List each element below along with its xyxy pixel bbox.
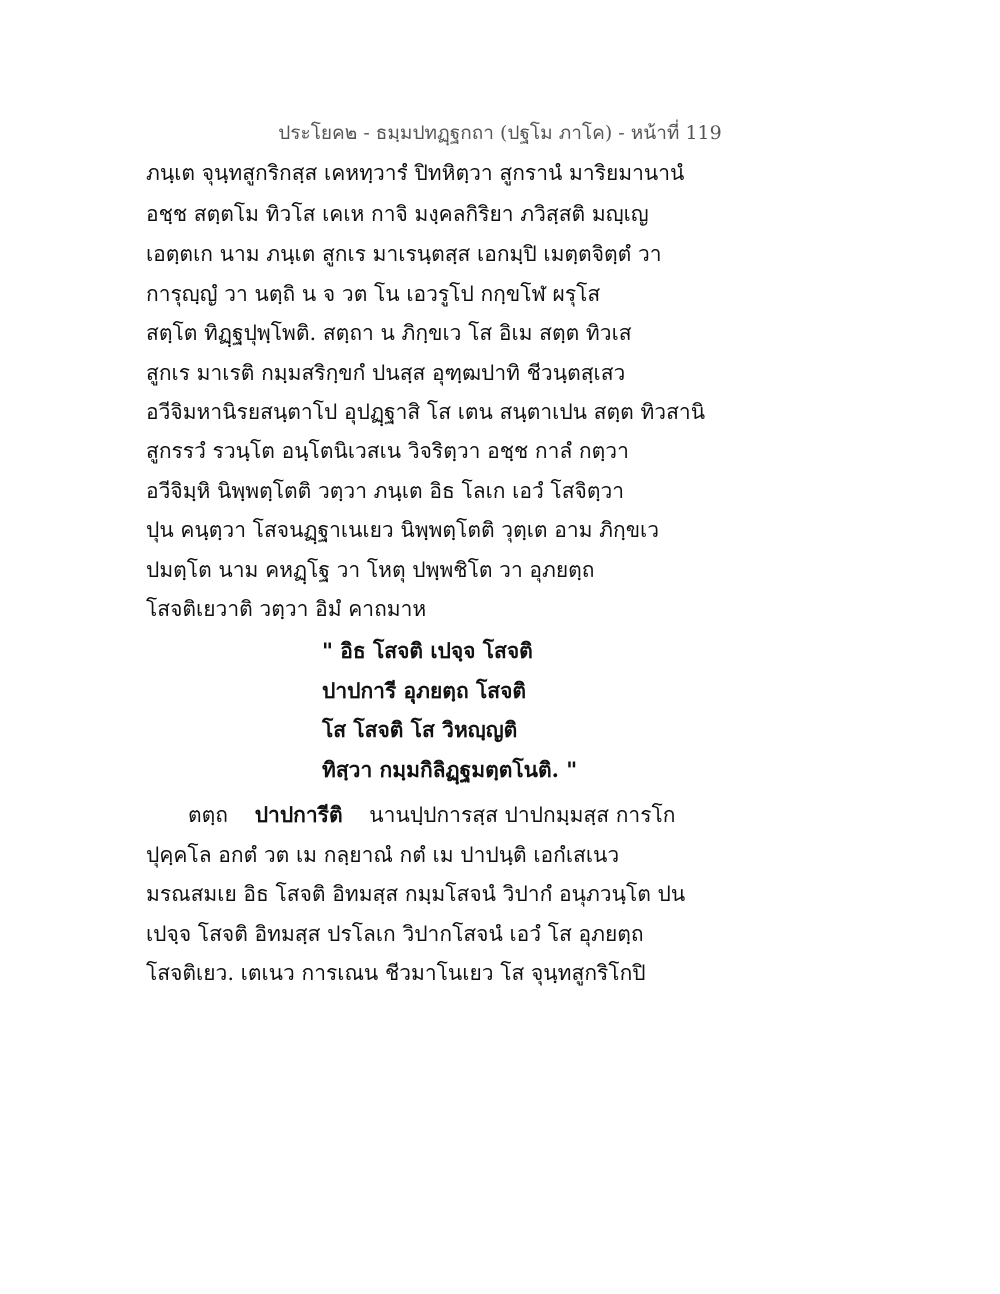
commentary-line: เปจฺจ โสจติ อิทมสฺส ปรโลเก วิปากโสจนํ เอวํ โส อุภยตฺถ [146,922,644,946]
commentary-line: โสจติเยว. เตเนว การเณน ชีวมาโนเยว โส จุนฺทสูกริโกปิ [146,961,646,985]
commentary-line: มรณสมเย อิธ โสจติ อิทมสฺส กมฺมโสจนํ วิปากํ อนุภวนฺโต ปน [146,882,686,906]
verse-line: " อิธ โสจติ เปจฺจ โสจติ [322,638,533,663]
verse-line: ปาปการี อุภยตฺถ โสจติ [322,678,527,703]
body-line: การุญฺญํ วา นตฺถิ น จ วต โน เอวรูโป กกฺขโฬ ผรุโส [146,282,601,306]
page-header: ประโยค๒ - ธมฺมปทฏฺฐกถา (ปฐโม ภาโค) - หน้าที่ 119 [278,122,722,144]
body-line: ปุน คนฺตฺวา โสจนฏฺฐาเนเยว นิพฺพตฺโตติ วุตฺเต อาม ภิกฺขเว [146,518,660,542]
commentary-line: ปุคฺคโล อกตํ วต เม กลฺยาณํ กตํ เม ปาปนฺติ เอกํเสเนว [146,843,620,867]
body-line: โสจติเยวาติ วตฺวา อิมํ คาถมาห [146,597,427,621]
body-line: ปมตฺโต นาม คหฏฺโฐ วา โหตุ ปพฺพชิโต วา อุภยตฺถ [146,558,595,582]
verse-line: ทิสฺวา กมฺมกิลิฏฺฐมตฺตโนติ. " [322,757,578,782]
commentary-lead-word: ตตฺถ [188,803,228,827]
body-line: อวีจิมหานิรยสนฺตาโป อุปฏฺฐาสิ โส เตน สนฺตาเปน สตฺต ทิวสานิ [146,400,706,424]
body-line: สูกรรวํ รวนฺโต อนฺโตนิเวสเน วิจริตฺวา อชฺช กาลํ กตฺวา [146,439,629,463]
commentary-bold-term: ปาปการีติ [254,802,343,827]
body-line: เอตฺตเก นาม ภนฺเต สูกเร มาเรนฺตสฺส เอกมฺปิ เมตฺตจิตฺตํ วา [146,242,662,266]
body-line: อชฺช สตฺตโม ทิวโส เคเห กาจิ มงฺคลกิริยา ภวิสฺสติ มญฺเญ [146,202,649,226]
commentary-first-line [188,800,676,830]
body-line: ภนฺเต จุนฺทสูกริกสฺส เคหทฺวารํ ปิทหิตฺวา สูกรานํ มาริยมานานํ [146,161,685,185]
body-line: สูกเร มาเรติ กมฺมสริกฺขกํ ปนสฺส อุฑฺฒปาทิ ชีวนฺตสฺเสว [146,361,626,385]
body-line: อวีจิมฺหิ นิพฺพตฺโตติ วตฺวา ภนฺเต อิธ โลเก เอวํ โสจิตฺวา [146,479,625,503]
commentary-line-rest: นานปฺปการสฺส ปาปกมฺมสฺส การโก [369,803,676,827]
verse-line: โส โสจติ โส วิหญฺญติ [322,717,518,742]
body-line: สตฺโต ทิฏฺฐปุพฺโพติ. สตฺถา น ภิกฺขเว โส อิเม สตฺต ทิวเส [146,321,632,345]
